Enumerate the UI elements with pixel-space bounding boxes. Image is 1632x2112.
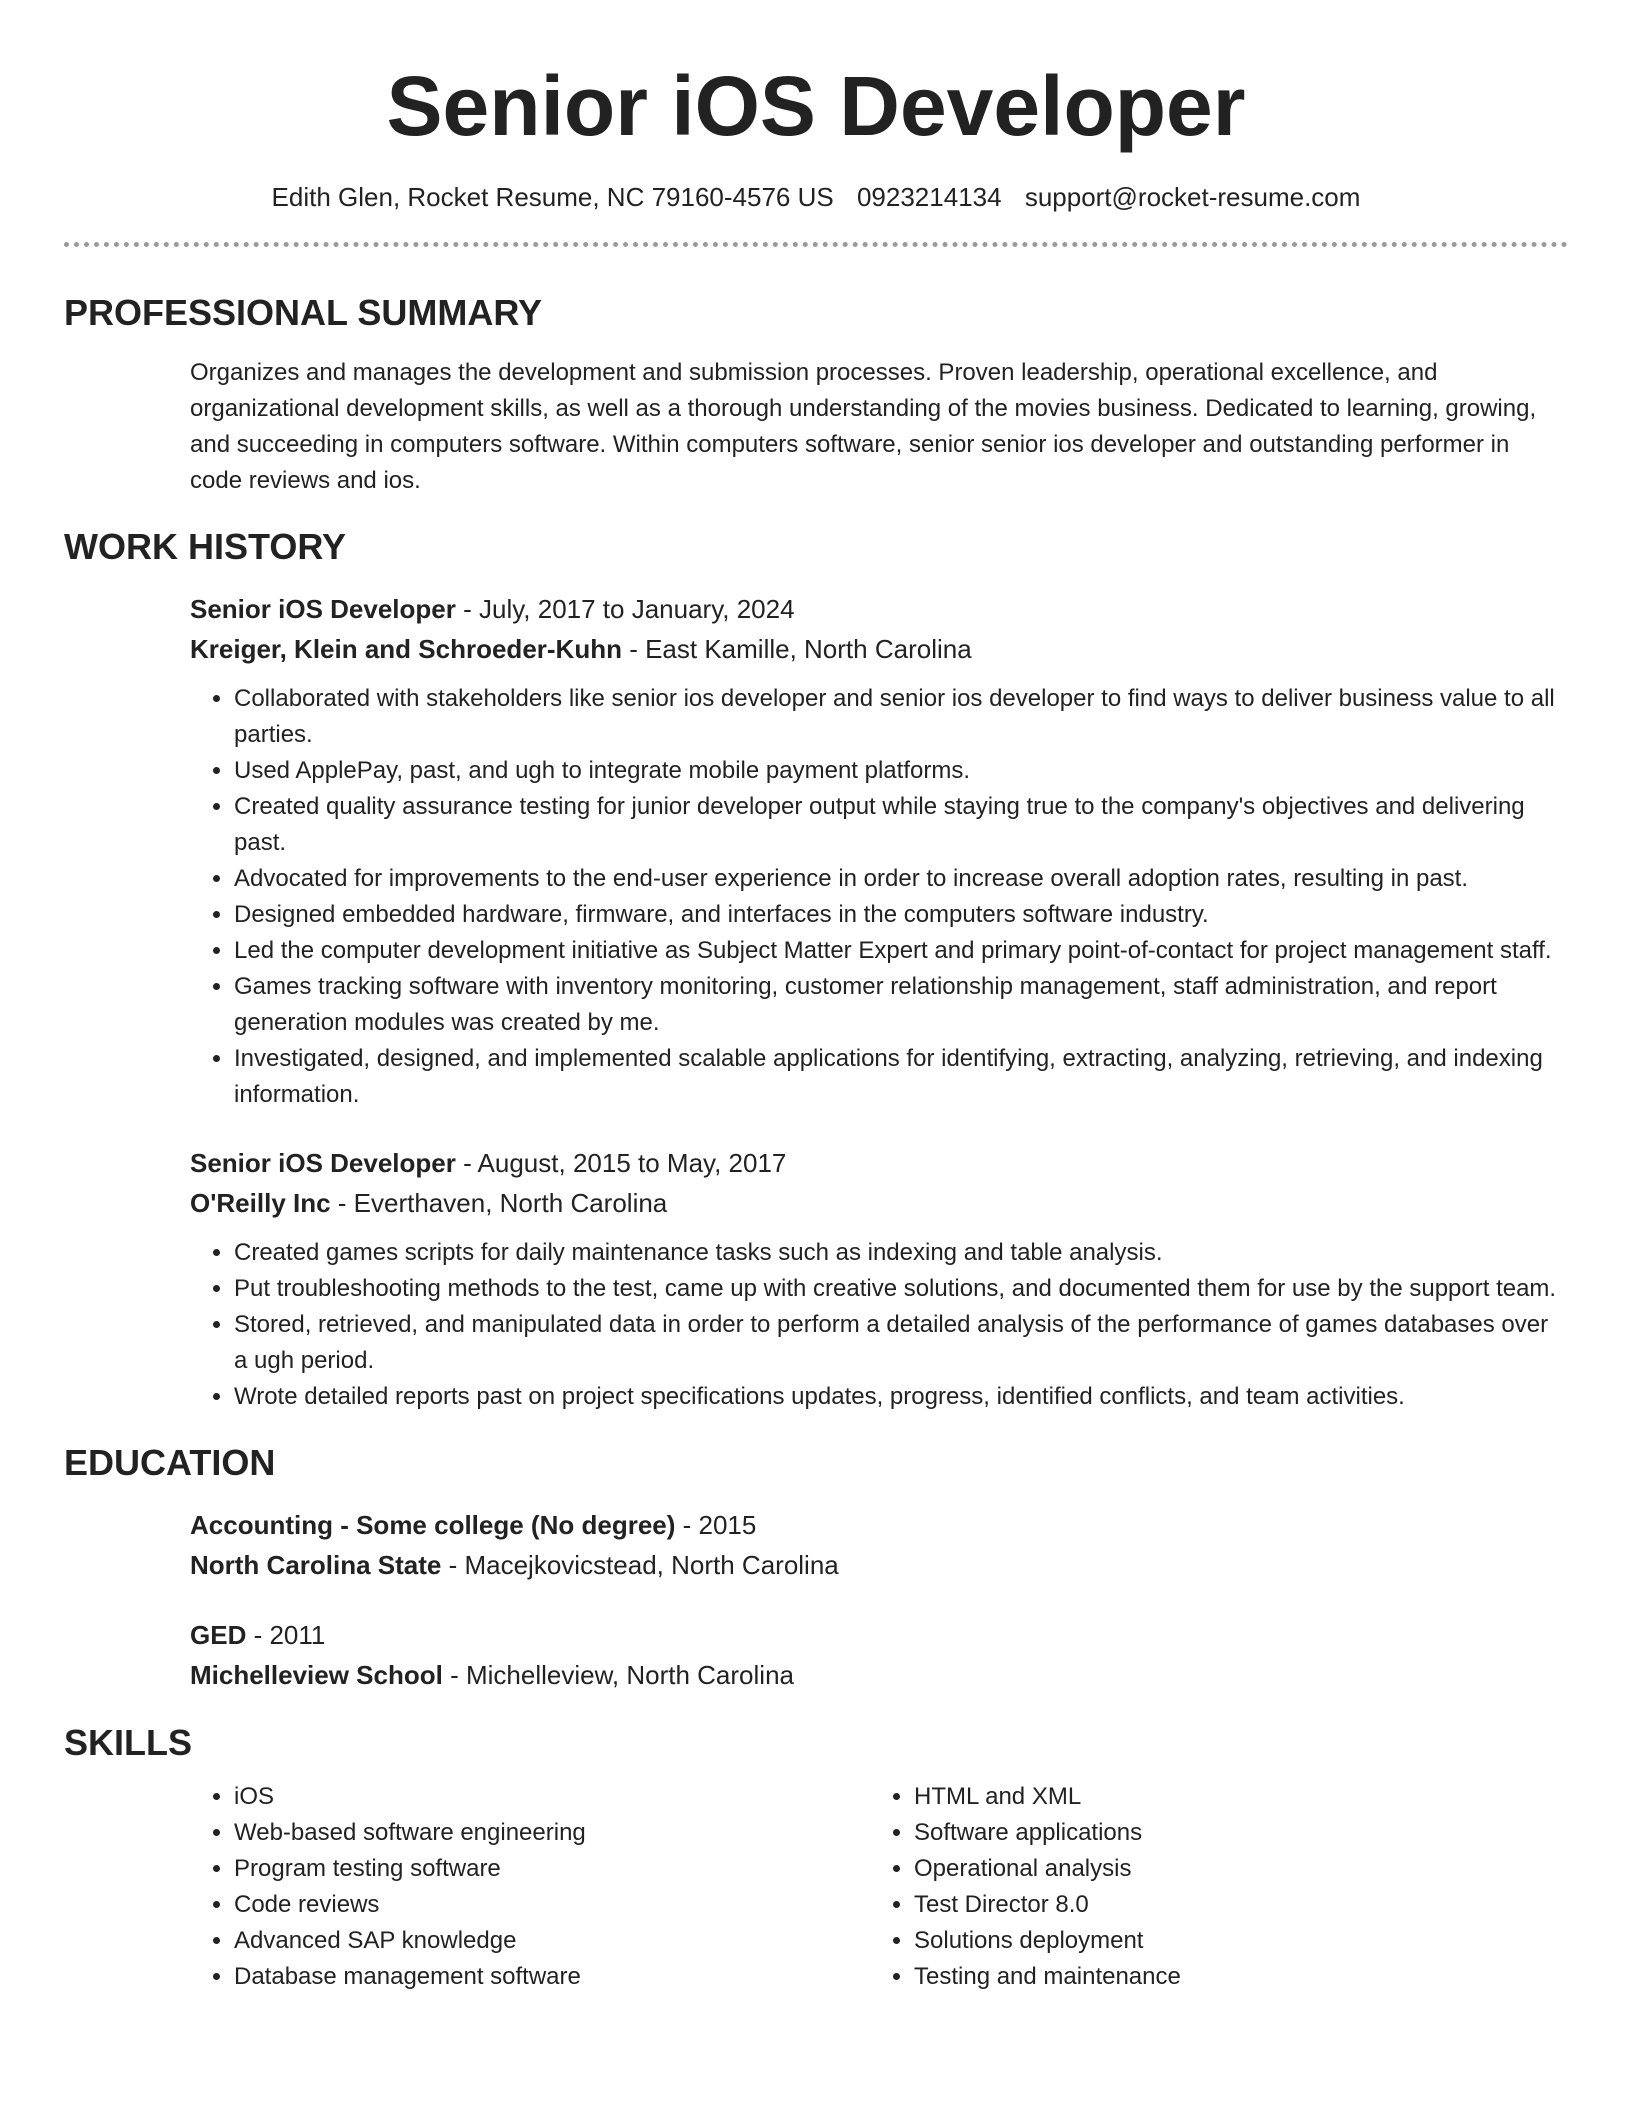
contact-line — [64, 180, 1568, 214]
job-location: - Everthaven, North Carolina — [330, 1188, 668, 1218]
contact-address: Edith Glen, Rocket Resume, NC 79160-4576 US — [271, 182, 834, 212]
header-divider — [64, 242, 1568, 247]
skills-list-left — [190, 1779, 870, 1995]
education-degree-line — [190, 1615, 1568, 1655]
list-item: • Created quality assurance testing for junior developer output while staying true to the company's objectives and delivering past. — [234, 789, 1568, 861]
resume-page — [64, 0, 1568, 1995]
contact-email: support@rocket-resume.com — [1024, 182, 1361, 212]
skills-column-left — [190, 1779, 870, 1995]
job-title-line — [190, 1143, 1568, 1183]
skill-item: • HTML and XML — [914, 1779, 1550, 1815]
education-location: - Macejkovicstead, North Carolina — [441, 1550, 839, 1580]
job-company: O'Reilly Inc — [190, 1188, 331, 1218]
list-item: • Used ApplePay, past, and ugh to integrate mobile payment platforms. — [234, 753, 1568, 789]
list-item: • Investigated, designed, and implemented scalable applications for identifying, extracting, analyzing, retrieving, and indexing information. — [234, 1041, 1568, 1113]
list-item: • Games tracking software with inventory monitoring, customer relationship management, staff administration, and report generation modules was created by me. — [234, 969, 1568, 1041]
skill-item: • Operational analysis — [914, 1851, 1550, 1887]
job-company: Kreiger, Klein and Schroeder-Kuhn — [190, 634, 622, 664]
skill-item: • Program testing software — [234, 1851, 870, 1887]
education-school: Michelleview School — [190, 1660, 443, 1690]
skills-grid — [190, 1779, 1568, 1995]
skill-item: • Advanced SAP knowledge — [234, 1923, 870, 1959]
skills-list-right — [870, 1779, 1550, 1995]
summary-heading: PROFESSIONAL SUMMARY — [64, 292, 543, 333]
skill-item: • iOS — [234, 1779, 870, 1815]
job-bullet-list — [190, 681, 1568, 1113]
list-item: • Created games scripts for daily maintenance tasks such as indexing and table analysis. — [234, 1235, 1568, 1271]
education-year: - 2011 — [246, 1620, 326, 1650]
summary-section — [64, 291, 1568, 499]
list-item: • Collaborated with stakeholders like senior ios developer and senior ios developer to find ways to deliver business value to all parties. — [234, 681, 1568, 753]
education-entry — [190, 1615, 1568, 1695]
skill-item: • Code reviews — [234, 1887, 870, 1923]
job-title-line — [190, 589, 1568, 629]
job-title: Senior iOS Developer — [190, 1148, 456, 1178]
job-location: - East Kamille, North Carolina — [621, 634, 972, 664]
list-item: • Stored, retrieved, and manipulated data in order to perform a detailed analysis of the performance of games databases over a ugh period. — [234, 1307, 1568, 1379]
education-school: North Carolina State — [190, 1550, 442, 1580]
job-dates: - July, 2017 to January, 2024 — [455, 594, 795, 624]
job-company-line — [190, 629, 1568, 669]
list-item: • Designed embedded hardware, firmware, and interfaces in the computers software industry. — [234, 897, 1568, 933]
education-school-line — [190, 1655, 1568, 1695]
education-year: - 2015 — [675, 1510, 757, 1540]
education-degree: Accounting - Some college (No degree) — [190, 1510, 676, 1540]
job-entry — [190, 589, 1568, 1113]
list-item: • Advocated for improvements to the end-user experience in order to increase overall adoption rates, resulting in past. — [234, 861, 1568, 897]
skill-item: • Test Director 8.0 — [914, 1887, 1550, 1923]
job-entry — [190, 1143, 1568, 1415]
education-degree: GED — [190, 1620, 247, 1650]
work-history-heading: WORK HISTORY — [64, 526, 347, 567]
contact-phone: 0923214134 — [856, 182, 1002, 212]
job-bullet-list — [190, 1235, 1568, 1415]
job-company-line — [190, 1183, 1568, 1223]
skills-section — [64, 1721, 1568, 1995]
skill-item: • Software applications — [914, 1815, 1550, 1851]
education-entry — [190, 1505, 1568, 1585]
list-item: • Wrote detailed reports past on project specifications updates, progress, identified conflicts, and team activities. — [234, 1379, 1568, 1415]
work-history-section — [64, 525, 1568, 1415]
skill-item: • Testing and maintenance — [914, 1959, 1550, 1995]
education-section — [64, 1441, 1568, 1695]
summary-text: Organizes and manages the development and submission processes. Proven leadership, operational excellence, and organizational development skills, as well as a thorough understanding of the movies business. Dedicated to learning, growing, and succeeding in computers software. Within computers software, senior senior ios developer and outstanding performer in code reviews and ios. — [190, 359, 1537, 494]
skill-item: • Solutions deployment — [914, 1923, 1550, 1959]
skills-column-right — [870, 1779, 1550, 1995]
education-location: - Michelleview, North Carolina — [442, 1660, 794, 1690]
education-school-line — [190, 1545, 1568, 1585]
education-degree-line — [190, 1505, 1568, 1545]
list-item: • Put troubleshooting methods to the test, came up with creative solutions, and documented them for use by the support team. — [234, 1271, 1568, 1307]
job-title: Senior iOS Developer — [190, 594, 456, 624]
skill-item: • Database management software — [234, 1959, 870, 1995]
skills-heading: SKILLS — [64, 1722, 193, 1763]
page-title: Senior iOS Developer — [386, 59, 1246, 153]
job-dates: - August, 2015 to May, 2017 — [455, 1148, 787, 1178]
skill-item: • Web-based software engineering — [234, 1815, 870, 1851]
education-heading: EDUCATION — [64, 1442, 276, 1483]
resume-header — [64, 0, 1568, 214]
list-item: • Led the computer development initiative as Subject Matter Expert and primary point-of-contact for project management staff. — [234, 933, 1568, 969]
